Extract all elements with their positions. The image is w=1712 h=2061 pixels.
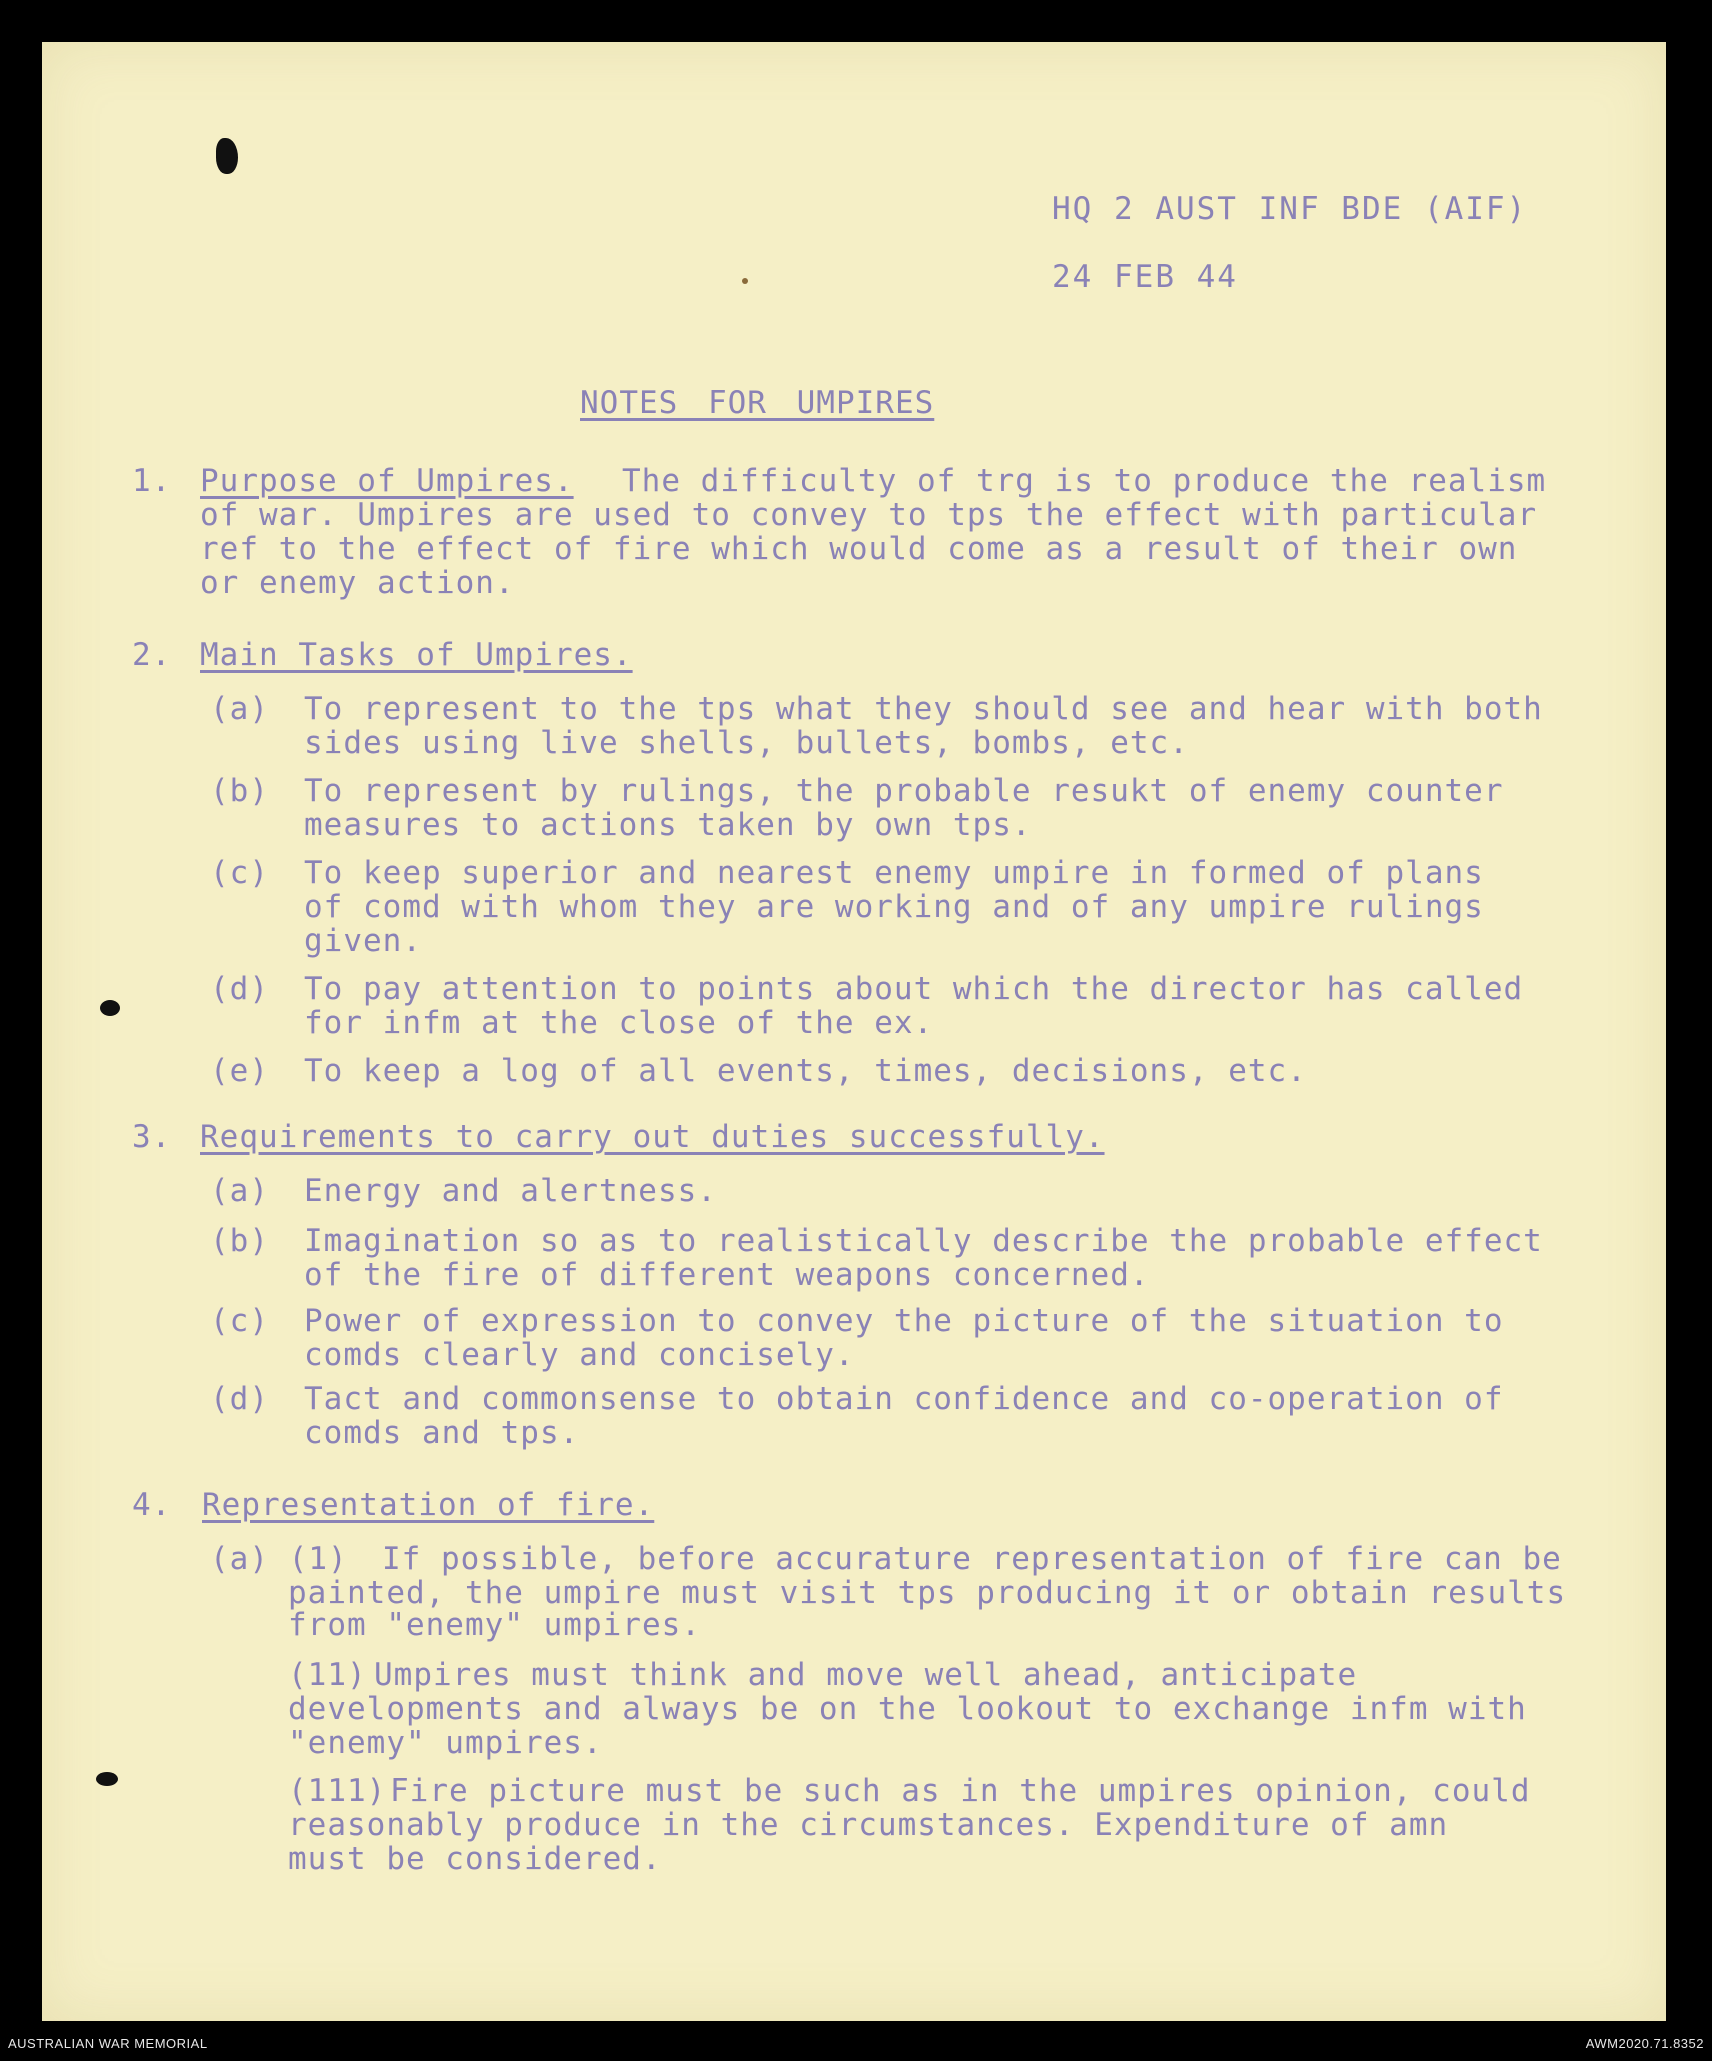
punch-hole-bottom — [96, 1772, 118, 1786]
item-label: (a) — [210, 691, 269, 727]
item-text-line: If possible, before accurature representation of fire can be — [382, 1541, 1562, 1577]
header-unit: HQ 2 AUST INF BDE (AIF) — [1052, 191, 1528, 227]
item-text-line: measures to actions taken by own tps. — [304, 807, 1032, 843]
item-text-line: To represent by rulings, the probable resukt of enemy counter — [304, 773, 1504, 809]
item-text-line: must be considered. — [288, 1841, 662, 1877]
page-title: NOTES FOR UMPIRES — [580, 385, 935, 421]
section-4-number: 4. — [132, 1487, 172, 1523]
footer-catalogue-number: AWM2020.71.8352 — [1585, 2036, 1704, 2051]
footer-credit: AUSTRALIAN WAR MEMORIAL — [8, 2036, 208, 2051]
item-text-line: Imagination so as to realistically describe the probable effect — [304, 1223, 1543, 1259]
item-text-line: To represent to the tps what they should see and hear with both — [304, 691, 1543, 727]
section-2-heading: Main Tasks of Umpires. — [200, 637, 633, 673]
item-text-line: Umpires must think and move well ahead, anticipate — [374, 1657, 1358, 1693]
section-3-number: 3. — [132, 1119, 172, 1155]
item-label: (a) (1) — [210, 1541, 348, 1577]
item-label: (d) — [210, 1381, 269, 1417]
item-text-line: Energy and alertness. — [304, 1173, 717, 1209]
item-text-line: Fire picture must be such as in the umpires opinion, could — [390, 1773, 1531, 1809]
item-text-line: Power of expression to convey the picture of the situation to — [304, 1303, 1504, 1339]
item-label: (d) — [210, 971, 269, 1007]
item-text-line: from "enemy" umpires. — [288, 1607, 701, 1643]
item-text-line: Tact and commonsense to obtain confidence and co-operation of — [304, 1381, 1504, 1417]
item-label: (11) — [288, 1657, 367, 1693]
item-text-line: developments and always be on the lookout to exchange infm with — [288, 1691, 1527, 1727]
section-1-text-line: or enemy action. — [200, 565, 515, 601]
item-label: (e) — [210, 1053, 269, 1089]
item-text-line: of comd with whom they are working and of any umpire rulings — [304, 889, 1484, 925]
section-1-heading: Purpose of Umpires. — [200, 463, 574, 499]
item-text-line: To keep a log of all events, times, decisions, etc. — [304, 1053, 1307, 1089]
header-date: 24 FEB 44 — [1052, 259, 1238, 295]
item-text-line: comds clearly and concisely. — [304, 1337, 855, 1373]
item-text-line: painted, the umpire must visit tps producing it or obtain results — [288, 1575, 1567, 1611]
item-label: (b) — [210, 1223, 269, 1259]
item-text-line: comds and tps. — [304, 1415, 580, 1451]
item-text-line: of the fire of different weapons concerned. — [304, 1257, 1150, 1293]
item-text-line: given. — [304, 923, 422, 959]
document-page — [42, 42, 1666, 2021]
section-3-heading: Requirements to carry out duties successfully. — [200, 1119, 1105, 1155]
ink-speck — [742, 278, 748, 284]
item-label: (b) — [210, 773, 269, 809]
item-text-line: for infm at the close of the ex. — [304, 1005, 934, 1041]
item-text-line: reasonably produce in the circumstances. Expenditure of amn — [288, 1807, 1449, 1843]
punch-hole-top — [216, 138, 238, 174]
item-label: (a) — [210, 1173, 269, 1209]
section-1-text-line: of war. Umpires are used to convey to tps the effect with particular — [200, 497, 1538, 533]
section-1-number: 1. — [132, 463, 172, 499]
section-1-text-line: The difficulty of trg is to produce the realism — [622, 463, 1547, 499]
item-text-line: sides using live shells, bullets, bombs, etc. — [304, 725, 1189, 761]
item-text-line: To keep superior and nearest enemy umpire in formed of plans — [304, 855, 1484, 891]
item-text-line: "enemy" umpires. — [288, 1725, 603, 1761]
item-label: (111) — [288, 1773, 387, 1809]
section-2-number: 2. — [132, 637, 172, 673]
item-label: (c) — [210, 1303, 269, 1339]
section-1-text-line: ref to the effect of fire which would come as a result of their own — [200, 531, 1518, 567]
item-text-line: To pay attention to points about which the director has called — [304, 971, 1524, 1007]
section-4-heading: Representation of fire. — [202, 1487, 655, 1523]
punch-hole-middle — [100, 1000, 120, 1016]
item-label: (c) — [210, 855, 269, 891]
